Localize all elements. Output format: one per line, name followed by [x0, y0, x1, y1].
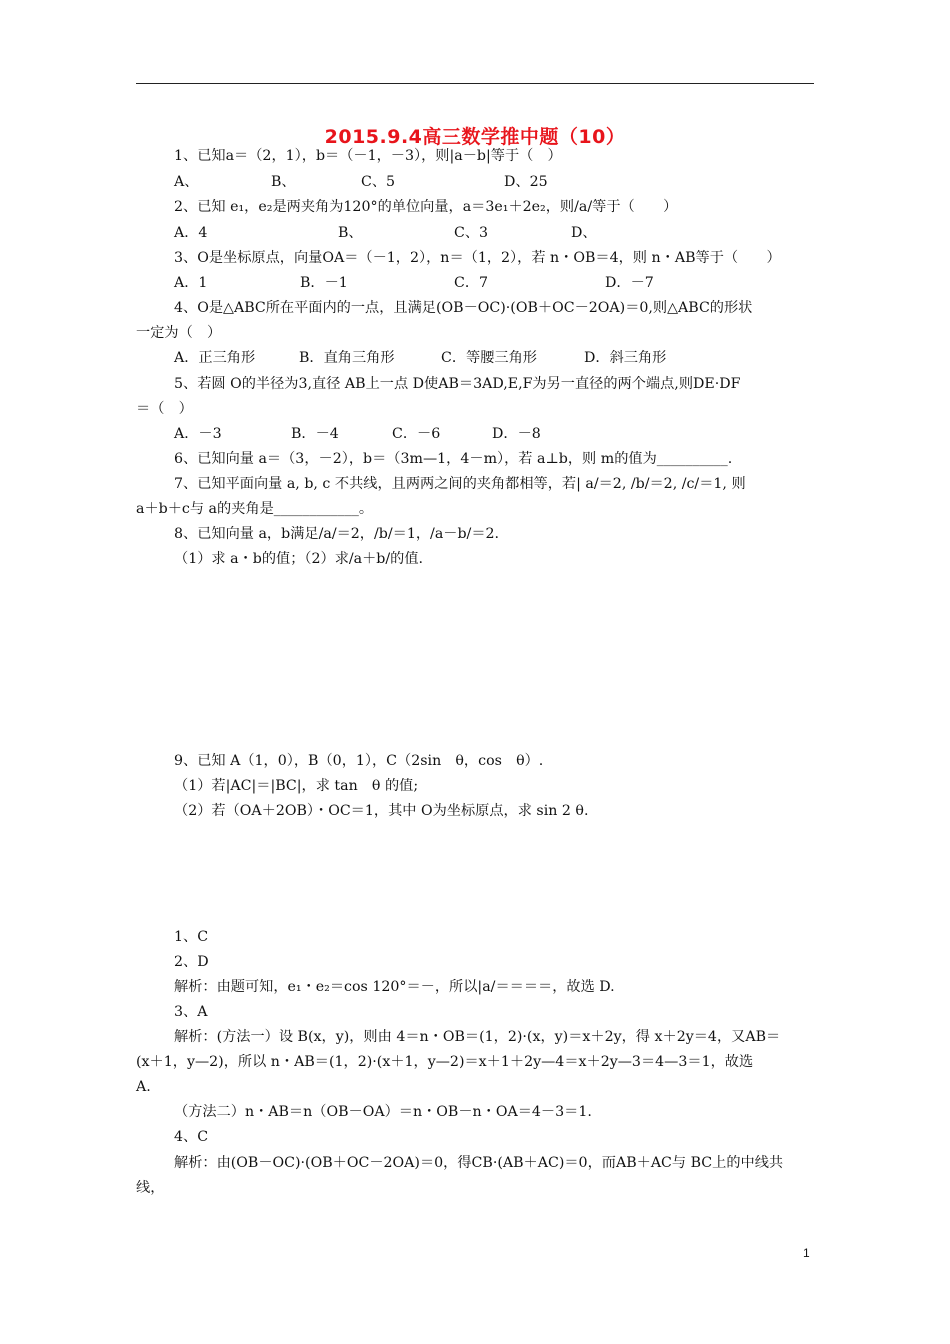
- answer-3-explanation: 解析：(方法一）设 B(x，y)，则由 4＝n・OB＝(1，2)·(x，y)＝x＋2y，得 x＋2y＝4，又AB＝: [174, 1029, 781, 1045]
- q2-option-d: D、: [571, 225, 597, 241]
- page-title: 2015.9.4高三数学推中题（10）: [324, 126, 626, 148]
- question-4-stem: 4、O是△ABC所在平面内的一点，且满足(OB－OC)·(OB＋OC－2OA)＝0,则△ABC的形状: [174, 300, 753, 316]
- q4-option-d: D．斜三角形: [584, 350, 667, 366]
- q4-option-c: C．等腰三角形: [441, 350, 537, 366]
- answer-3: 3、A: [174, 1004, 208, 1020]
- answer-2-explanation: 解析：由题可知，e₁・e₂＝cos 120°＝－，所以|a/＝＝＝＝，故选 D.: [174, 979, 615, 995]
- q1-option-d: D、25: [504, 174, 548, 190]
- question-9-sub-2: （2）若（OA＋2OB）・OC＝1，其中 O为坐标原点，求 sin 2 θ.: [174, 803, 589, 819]
- answer-4: 4、C: [174, 1129, 209, 1145]
- q3-option-b: B．－1: [300, 275, 348, 291]
- question-5-stem: 5、若圆 O的半径为3,直径 AB上一点 D使AB＝3AD,E,F为另一直径的两个端点,则DE·DF: [174, 376, 741, 392]
- q2-option-a: A．4: [174, 225, 208, 241]
- question-5-stem-cont: ＝（ ）: [136, 401, 193, 417]
- question-9-sub-1: （1）若|AC|＝|BC|，求 tan θ 的值;: [174, 778, 419, 794]
- question-8-stem: 8、已知向量 a，b满足/a/＝2，/b/＝1，/a－b/＝2.: [174, 526, 500, 542]
- question-7-stem: 7、已知平面向量 a, b, c 不共线，且两两之间的夹角都相等，若| a/＝2, /b/＝2, /c/＝1, 则: [174, 476, 746, 492]
- question-8-sub: （1）求 a・b的值；（2）求/a＋b/的值.: [174, 551, 424, 567]
- q1-option-b: B、: [271, 174, 296, 190]
- answer-3-explanation-cont: (x＋1，y—2)，所以 n・AB＝(1，2)·(x＋1，y—2)＝x＋1＋2y—4＝x＋2y—3＝4—3＝1，故选: [136, 1054, 754, 1070]
- page-number: 1: [803, 1246, 810, 1260]
- q2-option-b: B、: [338, 225, 363, 241]
- q1-option-c: C、5: [361, 174, 396, 190]
- q4-option-b: B．直角三角形: [299, 350, 395, 366]
- question-1-stem: 1、已知a＝（2，1），b＝（－1，－3），则|a－b|等于（ ）: [174, 148, 562, 164]
- q2-option-c: C、3: [454, 225, 489, 241]
- answer-4-explanation: 解析：由(OB－OC)·(OB＋OC－2OA)＝0，得CB·(AB＋AC)＝0，而AB＋AC与 BC上的中线共: [174, 1155, 784, 1171]
- answer-2: 2、D: [174, 954, 209, 970]
- q5-option-d: D．－8: [492, 426, 541, 442]
- q5-option-c: C．－6: [392, 426, 441, 442]
- answer-3-method-2: （方法二）n・AB＝n（OB－OA）＝n・OB－n・OA＝4－3＝1.: [174, 1104, 592, 1120]
- question-6-stem: 6、已知向量 a＝（3，－2），b＝（3m—1，4－m），若 a⊥b，则 m的值为__________.: [174, 451, 733, 467]
- q5-option-a: A．－3: [174, 426, 222, 442]
- question-3-stem: 3、O是坐标原点，向量OA＝（－1，2），n＝（1，2），若 n・OB＝4，则 n・AB等于（ ）: [174, 250, 781, 266]
- answer-1: 1、C: [174, 929, 209, 945]
- question-4-stem-cont: 一定为（ ）: [136, 325, 222, 341]
- header-rule: [136, 83, 814, 84]
- q3-option-d: D．－7: [605, 275, 654, 291]
- answer-4-explanation-cont: 线，: [136, 1180, 165, 1196]
- question-2-stem: 2、已知 e₁，e₂是两夹角为120°的单位向量，a＝3e₁＋2e₂，则/a/等于（ ）: [174, 199, 678, 215]
- q5-option-b: B．－4: [291, 426, 339, 442]
- q4-option-a: A．正三角形: [174, 350, 256, 366]
- answer-3-explanation-end: A.: [136, 1079, 151, 1095]
- q3-option-a: A．1: [174, 275, 208, 291]
- question-7-stem-cont: a＋b＋c与 a的夹角是____________。: [136, 501, 374, 517]
- question-9-stem: 9、已知 A（1，0），B（0，1），C（2sin θ，cos θ）.: [174, 753, 544, 769]
- q3-option-c: C．7: [454, 275, 489, 291]
- q1-option-a: A、: [174, 174, 199, 190]
